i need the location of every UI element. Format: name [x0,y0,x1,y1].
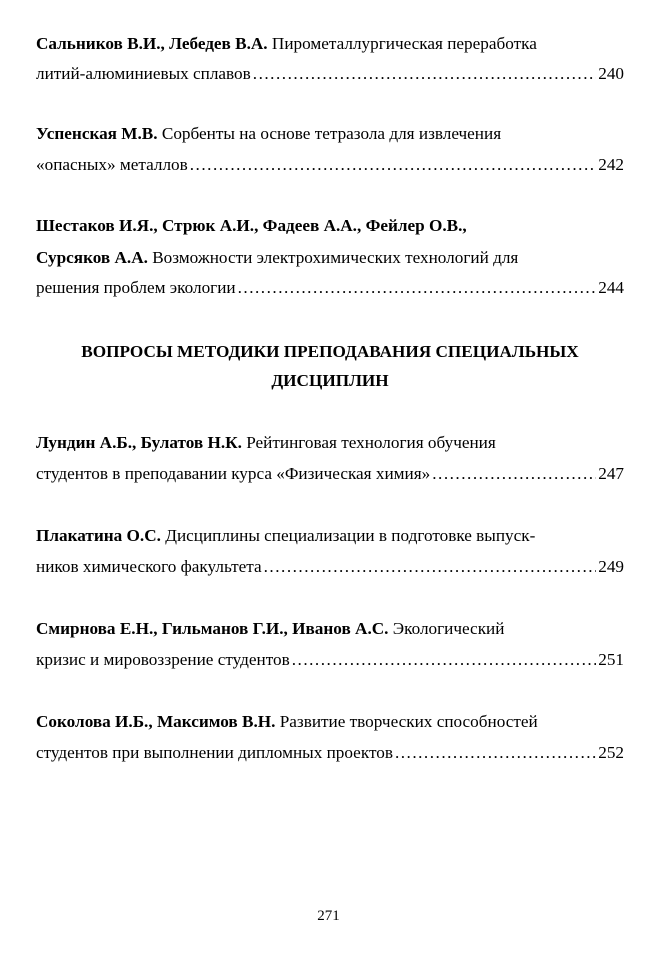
toc-entry-title: студентов в преподавании курса «Физическая химия» [36,464,431,483]
toc-entry-authors: Плакатина О.С. [36,526,161,545]
toc-entry-title: «опасных» металлов [36,155,188,174]
toc-page-number: 249 [598,557,624,576]
toc-page-number: 242 [598,155,624,174]
toc-entry-authors: Смирнова Е.Н., Гильманов Г.И., Иванов А.С. [36,619,389,638]
toc-entry-3-line-2 [36,248,624,268]
toc-entry-title: студентов при выполнении дипломных проектов [36,743,393,762]
toc-entry-title: Возможности электрохимических технологий для [147,248,519,267]
page-number: 271 [317,908,340,924]
toc-entry-title: Дисциплины специализации в подготовке выпуск- [160,526,536,545]
toc-entry-7-line-2 [36,743,624,763]
toc-entry-6-line-1 [36,619,624,639]
toc-entry-title: ников химического факультета [36,557,262,576]
toc-entry-1-line-2 [36,64,624,84]
toc-entry-authors: Лундин А.Б., Булатов Н.К. [36,433,242,452]
toc-entry-title: Пирометаллургическая переработка [267,34,537,53]
toc-entry-3-line-3 [36,278,624,298]
toc-page-number: 240 [598,64,624,83]
toc-entry-title: кризис и мировоззрение студентов [36,650,290,669]
toc-entry-title: Экологический [388,619,505,638]
toc-page-number: 251 [598,650,624,669]
toc-entry-6-line-2 [36,650,624,670]
toc-entry-5-line-2 [36,557,624,577]
leader-dots [238,278,597,298]
toc-entry-title: Рейтинговая технология обучения [241,433,496,452]
toc-page-number: 247 [598,464,624,483]
section-heading-line-1: ВОПРОСЫ МЕТОДИКИ ПРЕПОДАВАНИЯ СПЕЦИАЛЬНЫХ [81,342,579,361]
toc-entry-title: Развитие творческих способностей [275,712,538,731]
toc-entry-3-line-1 [36,216,624,236]
leader-dots [292,650,596,670]
toc-entry-authors: Сальников В.И., Лебедев В.А. [36,34,268,53]
toc-entry-authors: Соколова И.Б., Максимов В.Н. [36,712,276,731]
toc-page-number: 252 [598,743,624,762]
toc-entry-7-line-1 [36,712,624,732]
leader-dots [395,743,596,763]
toc-entry-title: Сорбенты на основе тетразола для извлечения [157,124,502,143]
toc-page-number: 244 [598,278,624,297]
leader-dots [264,557,597,577]
leader-dots [432,464,596,484]
leader-dots [190,155,596,175]
toc-entry-authors: Шестаков И.Я., Стрюк А.И., Фадеев А.А., Фейлер О.В., [36,216,467,235]
toc-entry-4-line-1 [36,433,624,453]
toc-entry-authors: Сурсяков А.А. [36,248,148,267]
toc-entry-title: литий-алюминиевых сплавов [36,64,251,83]
toc-entry-authors: Успенская М.В. [36,124,158,143]
section-heading-line-2: ДИСЦИПЛИН [271,371,389,390]
toc-entry-title: решения проблем экологии [36,278,236,297]
toc-entry-4-line-2 [36,464,624,484]
toc-entry-1-line-1 [36,34,624,54]
toc-entry-2-line-1 [36,124,624,144]
toc-entry-2-line-2 [36,155,624,175]
toc-entry-5-line-1 [36,526,624,546]
leader-dots [253,64,596,84]
